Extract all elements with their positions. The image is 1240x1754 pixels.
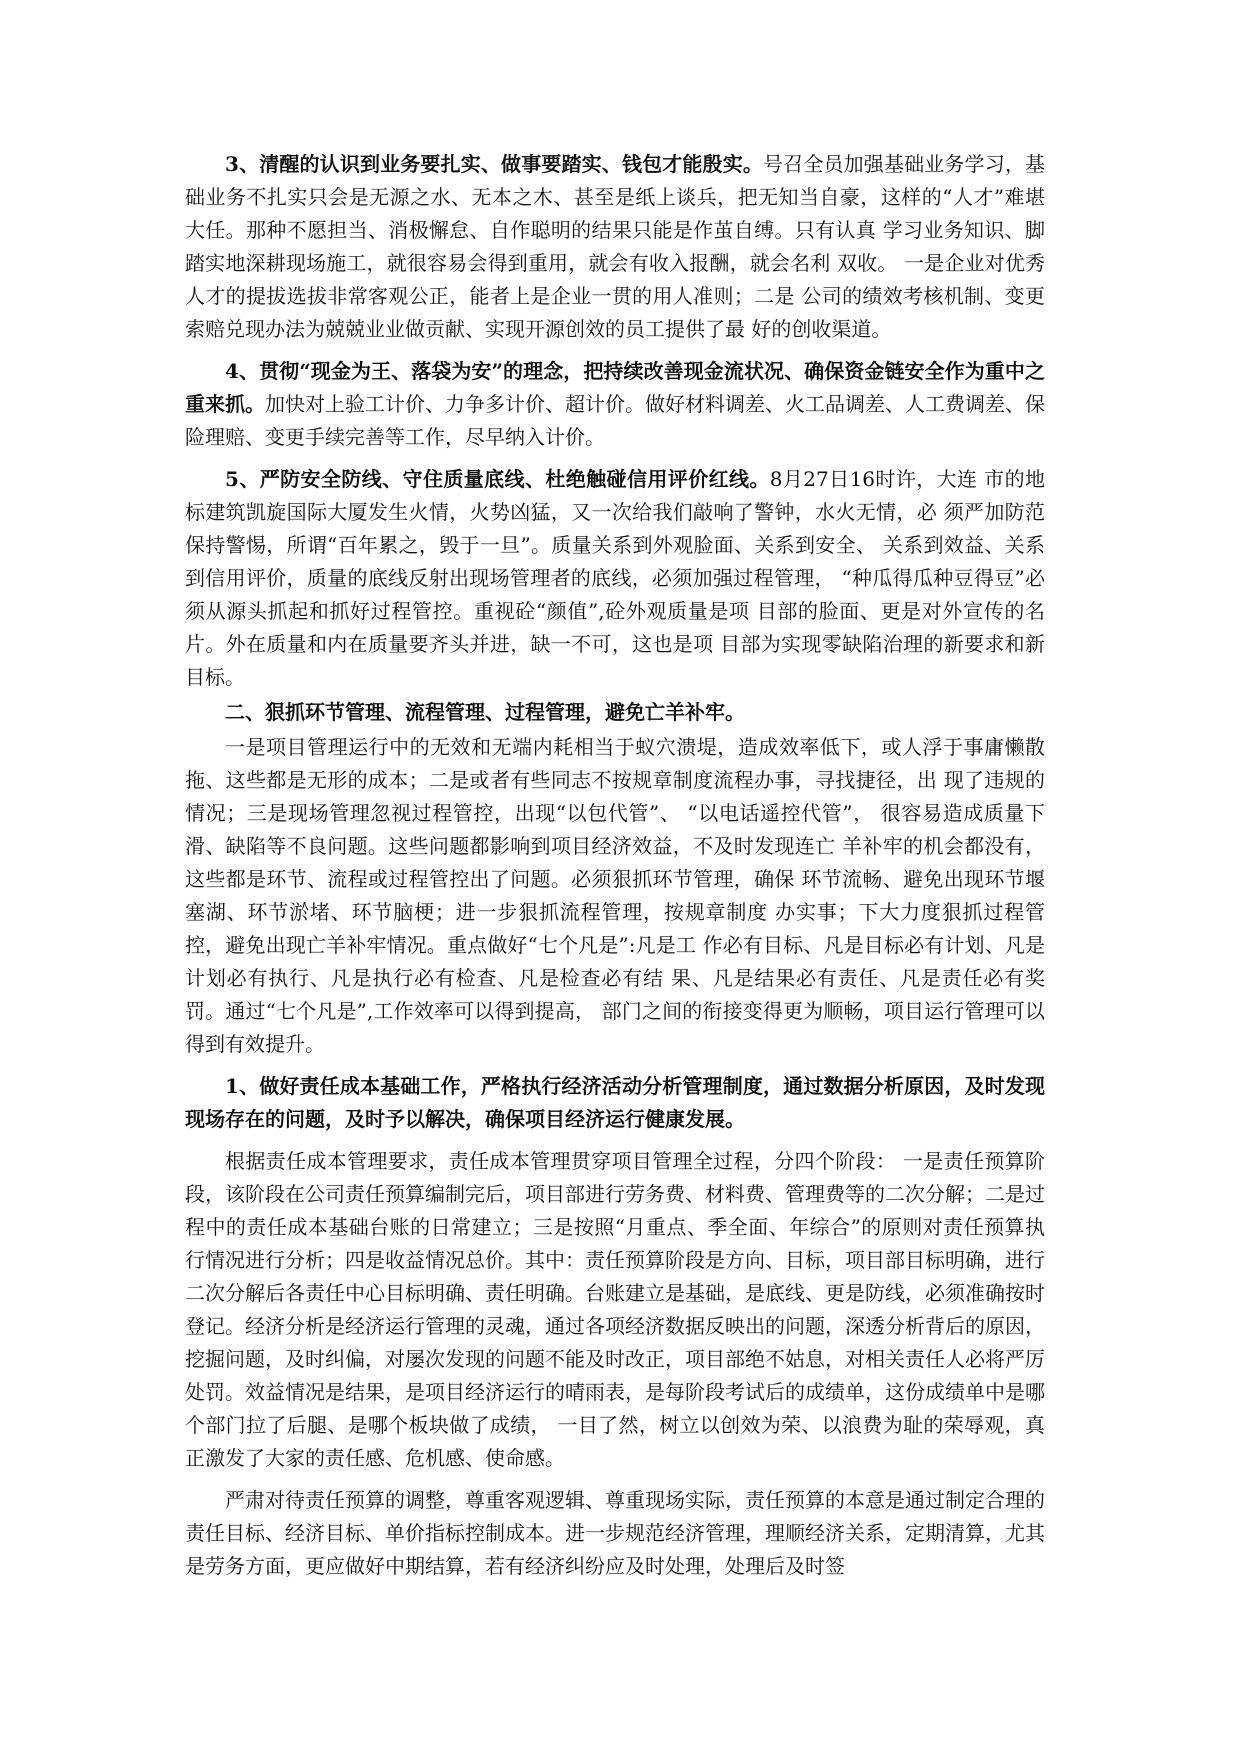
paragraph-budget-adjustment <box>185 1484 1045 1583</box>
section-heading-text: 二、狠抓环节管理、流程管理、过程管理，避免亡羊补牢。 <box>225 700 745 724</box>
paragraph-body: 严肃对待责任预算的调整，尊重客观逻辑、尊重现场实际，责任预算的本意是通过制定合理的责任目标、经济目标、单价指标控制成本。进一步规范经济管理，理顺经济关系，定期清算，尤其是劳务方面，更应做好中期结算，若有经济纠纷应及时处理，处理后及时签 <box>185 1488 1045 1578</box>
paragraph-process-management <box>185 731 1045 1061</box>
paragraph-lead: 3、清醒的认识到业务要扎实、做事要踏实、钱包才能殷实。 <box>225 152 764 176</box>
paragraph-lead: 1、做好责任成本基础工作，严格执行经济活动分析管理制度，通过数据分析原因，及时发现现场存在的问题，及时予以解决，确保项目经济运行健康发展。 <box>185 1074 1045 1131</box>
paragraph-body: 8月27日16时许，大连 市的地标建筑凯旋国际大厦发生火情，火势凶猛，又一次给我们敲响了警钟，水火无情，必 须严加防范保持警惕，所谓“百年累之，毁于一旦”。质量关系到外观脸面、关系到安全、 关系到效益、关系到信用评价，质量的底线反射出现场管理者的底线，必须加强过程管理， “种瓜得瓜种豆得豆”必须从源头抓起和抓好过程管控。重视砼“颜值”,砼外观质量是项 目部的脸面、更是对外宣传的名片。外在质量和内在质量要齐头并进，缺一不可，这也是项 目部为实现零缺陷治理的新要求和新目标。 <box>185 467 1045 689</box>
paragraph-lead: 5、严防安全防线、守住质量底线、杜绝触碰信用评价红线。 <box>225 467 770 491</box>
subheading-cost-responsibility <box>185 1070 1045 1136</box>
document-page <box>185 148 1045 1592</box>
paragraph-body: 加快对上验工计价、力争多计价、超计价。做好材料调差、火工品调差、人工费调差、保险理赔、变更手续完善等工作，尽早纳入计价。 <box>185 392 1045 449</box>
paragraph-lead: 4、贯彻“现金为王、落袋为安”的理念，把持续改善现金流状况、确保资金链安全作为重中之重来抓。 <box>185 359 1045 416</box>
paragraph-business-solid <box>185 148 1045 346</box>
section-heading-process-management <box>185 696 1045 729</box>
paragraph-body: 号召全员加强基础业务学习，基础业务不扎实只会是无源之水、无本之木、甚至是纸上谈兵，把无知当自豪，这样的“人才”难堪大任。那种不愿担当、消极懈怠、自作聪明的结果只能是作茧自缚。只有认真 学习业务知识、脚踏实地深耕现场施工，就很容易会得到重用，就会有收入报酬，就会名利 双收。 一是企业对优秀人才的提拔选拔非常客观公正，能者上是企业一贯的用人准则；二是 公司的绩效考核机制、变更索赔兑现办法为兢兢业业做贡献、实现开源创效的员工提供了最 好的创收渠道。 <box>185 152 1046 341</box>
paragraph-cash-flow <box>185 355 1045 454</box>
paragraph-body: 一是项目管理运行中的无效和无端内耗相当于蚁穴溃堤，造成效率低下，或人浮于事庸懒散拖、这些都是无形的成本；二是或者有些同志不按规章制度流程办事，寻找捷径，出 现了违规的情况；三是现场管理忽视过程管控，出现“以包代管”、 “以电话遥控代管”， 很容易造成质量下滑、缺陷等不良问题。这些问题都影响到项目经济效益，不及时发现连亡 羊补牢的机会都没有，这些都是环节、流程或过程管控出了问题。必须狠抓环节管理，确保 环节流畅、避免出现环节堰塞湖、环节淤堵、环节脑梗；进一步狠抓流程管理，按规章制度 办实事；下大力度狠抓过程管控，避免出现亡羊补牢情况。重点做好“七个凡是”:凡是工 作必有目标、凡是目标必有计划、凡是计划必有执行、凡是执行必有检查、凡是检查必有结 果、凡是结果必有责任、凡是责任必有奖罚。通过“七个凡是”,工作效率可以得到提高， 部门之间的衔接变得更为顺畅，项目运行管理可以得到有效提升。 <box>185 735 1045 1056</box>
paragraph-cost-stages <box>185 1145 1045 1475</box>
paragraph-safety-quality <box>185 463 1045 694</box>
paragraph-body: 根据责任成本管理要求，责任成本管理贯穿项目管理全过程，分四个阶段： 一是责任预算阶段，该阶段在公司责任预算编制完后，项目部进行劳务费、材料费、管理费等的二次分解；二是过程中的责任成本基础台账的日常建立；三是按照“月重点、季全面、年综合”的原则对责任预算执行情况进行分析；四是收益情况总价。其中：责任预算阶段是方向、目标，项目部目标明确，进行二次分解后各责任中心目标明确、责任明确。台账建立是基础，是底线、更是防线，必须准确按时登记。经济分析是经济运行管理的灵魂，通过各项经济数据反映出的问题，深透分析背后的原因，挖掘问题，及时纠偏，对屡次发现的问题不能及时改正，项目部绝不姑息，对相关责任人必将严厉处罚。效益情况是结果，是项目经济运行的晴雨表，是每阶段考试后的成绩单，这份成绩单中是哪个部门拉了后腿、是哪个板块做了成绩， 一目了然，树立以创效为荣、以浪费为耻的荣辱观，真正激发了大家的责任感、危机感、使命感。 <box>185 1149 1045 1470</box>
